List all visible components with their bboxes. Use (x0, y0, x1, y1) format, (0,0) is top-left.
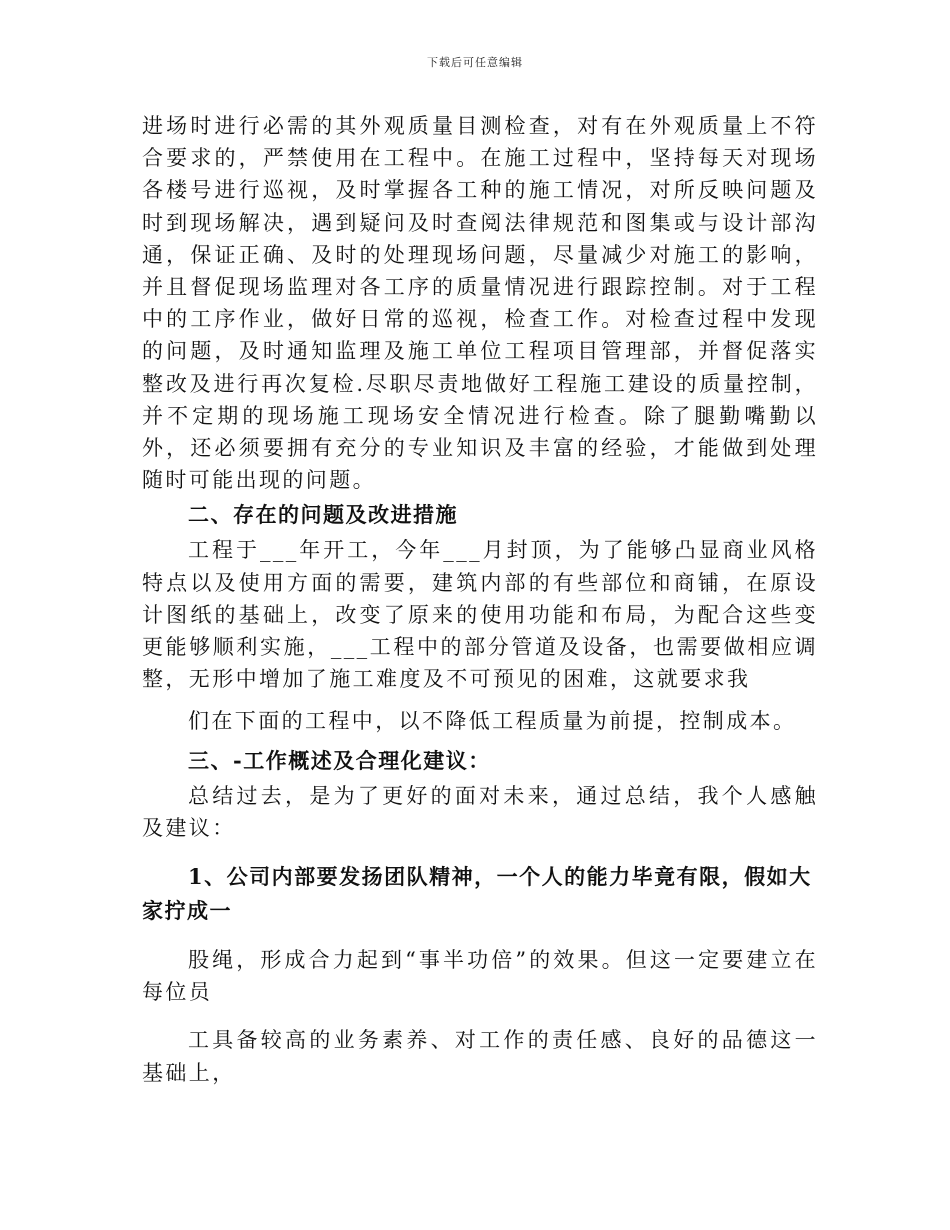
paragraph-problems: 工程于___年开工，今年___月封顶，为了能够凸显商业风格特点以及使用方面的需要，建筑内部的有些部位和商铺，在原设计图纸的基础上，改变了原来的使用功能和布局，为配合这些变更能够顺利实施，___工程中的部分管道及设备，也需要做相应调整，无形中增加了施工难度及不可预见的困难，这就要求我 (142, 538, 818, 692)
paragraph-quality-inspection: 进场时进行必需的其外观质量目测检查，对有在外观质量上不符合要求的，严禁使用在工程中。在施工过程中，坚持每天对现场各楼号进行巡视，及时掌握各工种的施工情况，对所反映问题及时到现场解决，遇到疑问及时查阅法律规范和图集或与设计部沟通，保证正确、及时的处理现场问题，尽量减少对施工的影响，并且督促现场监理对各工序的质量情况进行跟踪控制。对于工程中的工序作业，做好日常的巡视，检查工作。对检查过程中发现的问题，及时通知监理及施工单位工程项目管理部，并督促落实整改及进行再次复检.尽职尽责地做好工程施工建设的质量控制，并不定期的现场施工现场安全情况进行检查。除了腿勤嘴勤以外，还必须要拥有充分的专业知识及丰富的经验，才能做到处理随时可能出现的问题。 (142, 114, 818, 493)
paragraph-cost-control: 们在下面的工程中，以不降低工程质量为前提，控制成本。 (188, 709, 797, 734)
document-body (142, 110, 818, 1089)
heading-team-spirit: 1、公司内部要发扬团队精神，一个人的能力毕竟有限，假如大家拧成一 (142, 864, 812, 924)
heading-summary-suggestions: 三、-工作概述及合理化建议： (188, 747, 491, 773)
heading-problems-improvements: 二、存在的问题及改进措施 (188, 502, 458, 528)
header-note: 下载后可任意编辑 (427, 56, 523, 69)
paragraph-employee-quality: 工具备较高的业务素养、对工作的责任感、良好的品德这一基础上， (142, 1028, 818, 1085)
paragraph-summary: 总结过去，是为了更好的面对未来，通过总结，我个人感触及建议： (142, 783, 818, 840)
paragraph-teamwork: 股绳，形成合力起到“事半功倍”的效果。但这一定要建立在每位员 (142, 948, 818, 1005)
